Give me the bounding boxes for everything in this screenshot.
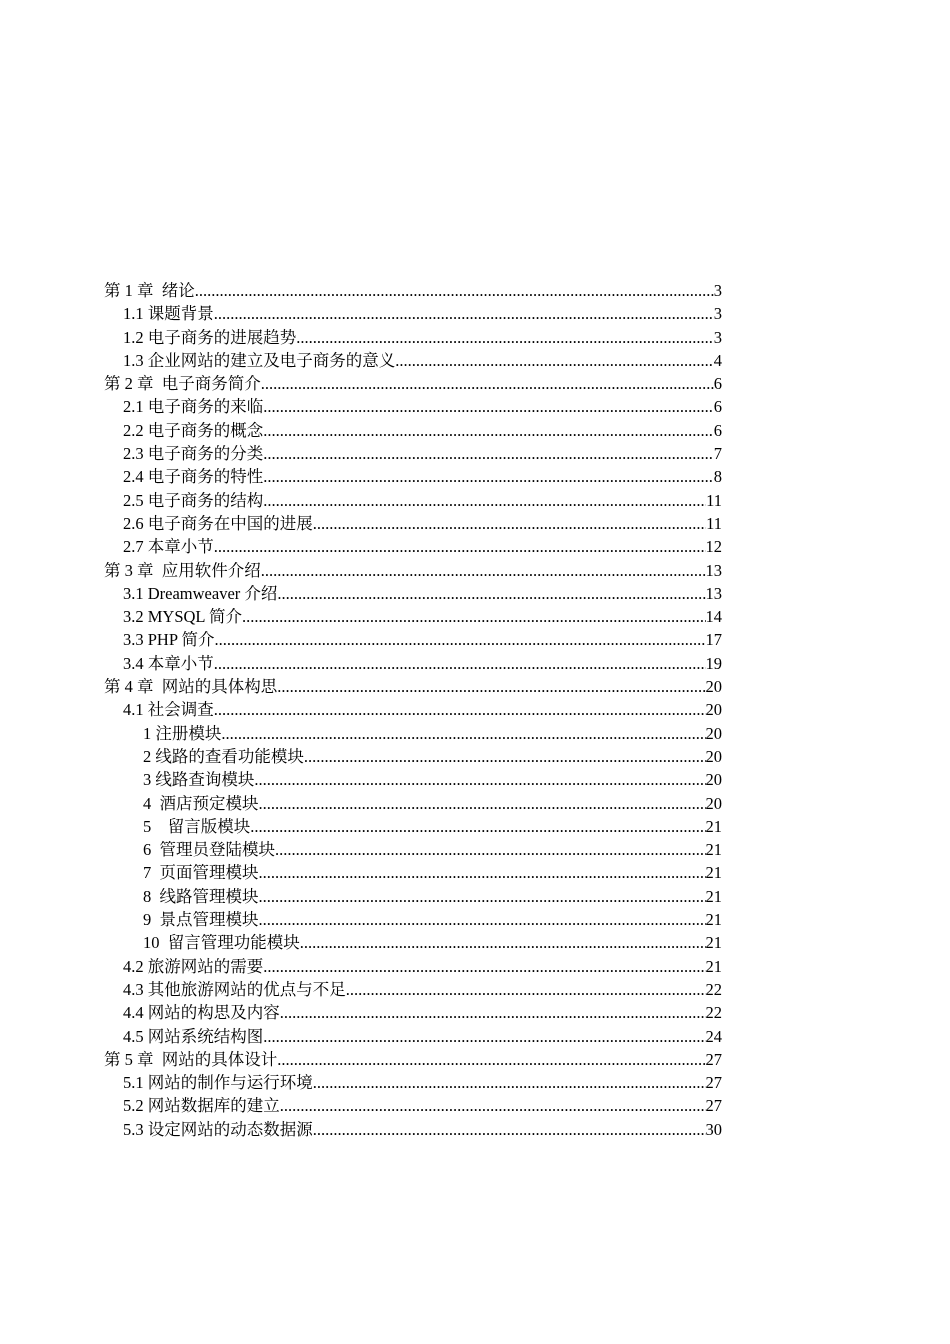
toc-page-number: 22 bbox=[705, 979, 722, 999]
toc-dot-leader bbox=[221, 722, 705, 745]
toc-entry-title: 5 留言版模块 bbox=[143, 816, 251, 836]
table-of-contents bbox=[104, 279, 722, 1141]
toc-page-number: 21 bbox=[705, 910, 722, 930]
toc-dot-leader bbox=[261, 559, 706, 582]
toc-entry-title: 第 3 章 应用软件介绍 bbox=[104, 560, 261, 580]
toc-page-number: 4 bbox=[713, 350, 722, 370]
toc-subsection-entry[interactable] bbox=[104, 745, 722, 768]
toc-dot-leader bbox=[263, 489, 706, 512]
toc-chapter-entry[interactable] bbox=[104, 1048, 722, 1071]
toc-entry-title: 9 景点管理模块 bbox=[143, 910, 259, 930]
toc-subsection-entry[interactable] bbox=[104, 815, 722, 838]
toc-page-number: 20 bbox=[705, 700, 722, 720]
toc-subsection-entry[interactable] bbox=[104, 722, 722, 745]
toc-entry-title: 2.3 电子商务的分类 bbox=[123, 444, 264, 464]
toc-entry-title: 2 线路的查看功能模块 bbox=[143, 746, 304, 766]
toc-section-entry[interactable] bbox=[104, 395, 722, 418]
toc-dot-leader bbox=[300, 931, 706, 954]
toc-entry-title: 4.3 其他旅游网站的优点与不足 bbox=[123, 979, 346, 999]
toc-page-number: 11 bbox=[706, 490, 722, 510]
toc-page-number: 21 bbox=[705, 933, 722, 953]
toc-page-number: 3 bbox=[713, 327, 722, 347]
toc-chapter-entry[interactable] bbox=[104, 372, 722, 395]
toc-subsection-entry[interactable] bbox=[104, 838, 722, 861]
toc-subsection-entry[interactable] bbox=[104, 931, 722, 954]
toc-dot-leader bbox=[259, 861, 706, 884]
toc-subsection-entry[interactable] bbox=[104, 908, 722, 931]
toc-subsection-entry[interactable] bbox=[104, 885, 722, 908]
toc-page-number: 17 bbox=[705, 630, 722, 650]
toc-dot-leader bbox=[261, 372, 714, 395]
toc-dot-leader bbox=[263, 465, 714, 488]
toc-dot-leader bbox=[313, 1118, 706, 1141]
toc-dot-leader bbox=[280, 1001, 706, 1024]
toc-dot-leader bbox=[313, 512, 706, 535]
toc-chapter-entry[interactable] bbox=[104, 675, 722, 698]
toc-entry-title: 4.2 旅游网站的需要 bbox=[123, 956, 264, 976]
toc-entry-title: 4.4 网站的构思及内容 bbox=[123, 1003, 280, 1023]
toc-dot-leader bbox=[259, 908, 706, 931]
toc-page-number: 13 bbox=[705, 583, 722, 603]
toc-subsection-entry[interactable] bbox=[104, 768, 722, 791]
toc-entry-title: 2.6 电子商务在中国的进展 bbox=[123, 513, 313, 533]
toc-page-number: 13 bbox=[705, 560, 722, 580]
toc-section-entry[interactable] bbox=[104, 302, 722, 325]
toc-section-entry[interactable] bbox=[104, 1118, 722, 1141]
toc-dot-leader bbox=[214, 698, 706, 721]
toc-page-number: 20 bbox=[705, 770, 722, 790]
toc-dot-leader bbox=[259, 885, 706, 908]
toc-dot-leader bbox=[254, 768, 705, 791]
toc-dot-leader bbox=[215, 628, 706, 651]
toc-entry-title: 5.3 设定网站的动态数据源 bbox=[123, 1119, 313, 1139]
toc-entry-title: 3 线路查询模块 bbox=[143, 770, 255, 790]
toc-entry-title: 1.1 课题背景 bbox=[123, 304, 214, 324]
toc-entry-title: 4.5 网站系统结构图 bbox=[123, 1026, 264, 1046]
toc-section-entry[interactable] bbox=[104, 955, 722, 978]
toc-page-number: 12 bbox=[705, 537, 722, 557]
toc-entry-title: 1.3 企业网站的建立及电子商务的意义 bbox=[123, 350, 396, 370]
toc-section-entry[interactable] bbox=[104, 628, 722, 651]
toc-dot-leader bbox=[263, 1025, 705, 1048]
toc-dot-leader bbox=[277, 582, 705, 605]
toc-page-number: 20 bbox=[705, 677, 722, 697]
toc-section-entry[interactable] bbox=[104, 605, 722, 628]
toc-section-entry[interactable] bbox=[104, 442, 722, 465]
toc-chapter-entry[interactable] bbox=[104, 279, 722, 302]
toc-page-number: 3 bbox=[713, 281, 722, 300]
toc-chapter-entry[interactable] bbox=[104, 559, 722, 582]
toc-section-entry[interactable] bbox=[104, 1025, 722, 1048]
toc-entry-title: 1 注册模块 bbox=[143, 723, 222, 743]
toc-entry-title: 3.1 Dreamweaver 介绍 bbox=[123, 583, 278, 603]
toc-page-number: 21 bbox=[705, 863, 722, 883]
toc-page-number: 6 bbox=[713, 397, 722, 417]
toc-section-entry[interactable] bbox=[104, 512, 722, 535]
toc-page-number: 20 bbox=[705, 746, 722, 766]
toc-entry-title: 1.2 电子商务的进展趋势 bbox=[123, 327, 297, 347]
toc-entry-title: 5.1 网站的制作与运行环境 bbox=[123, 1073, 313, 1093]
toc-page-number: 22 bbox=[705, 1003, 722, 1023]
toc-entry-title: 2.1 电子商务的来临 bbox=[123, 397, 264, 417]
toc-section-entry[interactable] bbox=[104, 419, 722, 442]
toc-entry-title: 第 5 章 网站的具体设计 bbox=[104, 1049, 278, 1069]
toc-section-entry[interactable] bbox=[104, 326, 722, 349]
toc-entry-title: 2.2 电子商务的概念 bbox=[123, 420, 264, 440]
toc-dot-leader bbox=[395, 349, 714, 372]
toc-dot-leader bbox=[214, 535, 706, 558]
toc-dot-leader bbox=[263, 442, 714, 465]
toc-dot-leader bbox=[277, 675, 705, 698]
toc-page-number: 21 bbox=[705, 886, 722, 906]
toc-page-number: 6 bbox=[713, 420, 722, 440]
toc-dot-leader bbox=[263, 419, 714, 442]
toc-entry-title: 2.5 电子商务的结构 bbox=[123, 490, 264, 510]
toc-entry-title: 3.2 MYSQL 简介 bbox=[123, 607, 243, 627]
toc-dot-leader bbox=[250, 815, 705, 838]
toc-dot-leader bbox=[275, 838, 706, 861]
toc-section-entry[interactable] bbox=[104, 349, 722, 372]
toc-page-number: 27 bbox=[705, 1096, 722, 1116]
toc-entry-title: 4 酒店预定模块 bbox=[143, 793, 259, 813]
toc-page-number: 30 bbox=[705, 1119, 722, 1139]
toc-dot-leader bbox=[214, 652, 706, 675]
toc-page-number: 24 bbox=[705, 1026, 722, 1046]
toc-page-number: 27 bbox=[705, 1073, 722, 1093]
toc-page-number: 20 bbox=[705, 723, 722, 743]
toc-page-number: 21 bbox=[705, 956, 722, 976]
toc-entry-title: 5.2 网站数据库的建立 bbox=[123, 1096, 280, 1116]
toc-entry-title: 3.4 本章小节 bbox=[123, 653, 214, 673]
toc-section-entry[interactable] bbox=[104, 489, 722, 512]
toc-dot-leader bbox=[280, 1094, 706, 1117]
toc-dot-leader bbox=[259, 792, 706, 815]
toc-section-entry[interactable] bbox=[104, 652, 722, 675]
toc-section-entry[interactable] bbox=[104, 698, 722, 721]
toc-dot-leader bbox=[242, 605, 705, 628]
toc-entry-title: 3.3 PHP 简介 bbox=[123, 630, 215, 650]
toc-entry-title: 2.7 本章小节 bbox=[123, 537, 214, 557]
toc-page-number: 19 bbox=[705, 653, 722, 673]
toc-subsection-entry[interactable] bbox=[104, 861, 722, 884]
toc-page-number: 21 bbox=[705, 840, 722, 860]
toc-dot-leader bbox=[296, 326, 714, 349]
toc-entry-title: 10 留言管理功能模块 bbox=[143, 933, 300, 953]
toc-entry-title: 8 线路管理模块 bbox=[143, 886, 259, 906]
toc-page-number: 21 bbox=[705, 816, 722, 836]
toc-page-number: 7 bbox=[713, 444, 722, 464]
toc-dot-leader bbox=[195, 279, 714, 302]
toc-section-entry[interactable] bbox=[104, 978, 722, 1001]
toc-entry-title: 第 2 章 电子商务简介 bbox=[104, 374, 261, 394]
toc-page-number: 27 bbox=[705, 1049, 722, 1069]
toc-dot-leader bbox=[277, 1048, 705, 1071]
toc-subsection-entry[interactable] bbox=[104, 792, 722, 815]
toc-dot-leader bbox=[214, 302, 714, 325]
toc-section-entry[interactable] bbox=[104, 535, 722, 558]
toc-section-entry[interactable] bbox=[104, 1071, 722, 1094]
toc-page-number: 11 bbox=[706, 513, 722, 533]
toc-entry-title: 4.1 社会调查 bbox=[123, 700, 214, 720]
toc-page-number: 6 bbox=[713, 374, 722, 394]
toc-section-entry[interactable] bbox=[104, 582, 722, 605]
toc-page-number: 14 bbox=[705, 607, 722, 627]
toc-dot-leader bbox=[263, 955, 705, 978]
toc-section-entry[interactable] bbox=[104, 465, 722, 488]
toc-section-entry[interactable] bbox=[104, 1094, 722, 1117]
toc-page-number: 20 bbox=[705, 793, 722, 813]
toc-entry-title: 6 管理员登陆模块 bbox=[143, 840, 275, 860]
toc-page-number: 8 bbox=[713, 467, 722, 487]
toc-dot-leader bbox=[304, 745, 706, 768]
toc-entry-title: 2.4 电子商务的特性 bbox=[123, 467, 264, 487]
toc-entry-title: 第 1 章 绪论 bbox=[104, 281, 195, 300]
toc-entry-title: 第 4 章 网站的具体构思 bbox=[104, 677, 278, 697]
toc-section-entry[interactable] bbox=[104, 1001, 722, 1024]
toc-dot-leader bbox=[263, 395, 714, 418]
toc-dot-leader bbox=[346, 978, 706, 1001]
toc-dot-leader bbox=[313, 1071, 706, 1094]
toc-entry-title: 7 页面管理模块 bbox=[143, 863, 259, 883]
toc-page-number: 3 bbox=[713, 304, 722, 324]
